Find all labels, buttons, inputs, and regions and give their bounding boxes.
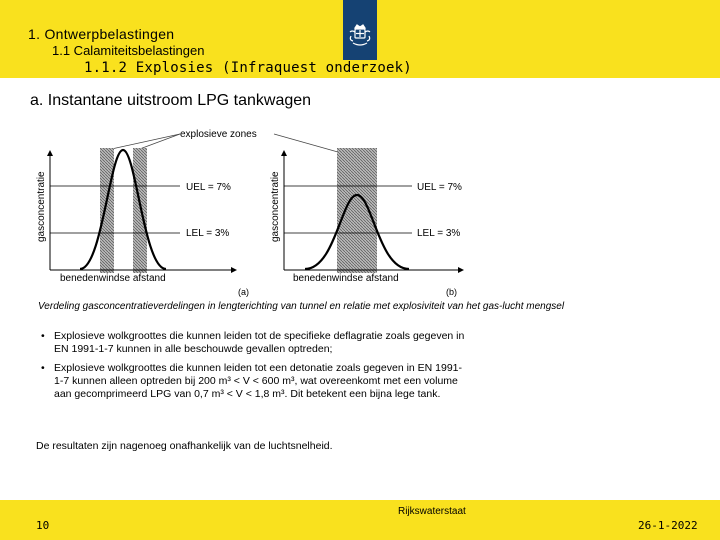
section-heading: 1. Ontwerpbelastingen (28, 26, 175, 42)
x-axis-arrow (231, 267, 237, 273)
lel-label: LEL = 3% (186, 228, 230, 239)
panel-b (270, 148, 464, 297)
y-axis-label: gasconcentratie (36, 171, 47, 242)
bullet-item: • Explosieve wolkgroottes die kunnen leiden tot een detonatie zoals gegeven in EN 1991-1-7 kunnen alleen optreden bij 200 m³ < V < 600 m³, wat overeenkomt met een volume aan gecomprimeerd LPG van 0,7 m³ < V < 1,8 m³. Dit betekent een bijna lege tank. (38, 362, 468, 401)
uel-label: UEL = 7% (186, 182, 231, 193)
panel-tag: (a) (238, 287, 249, 297)
y-axis-arrow (281, 150, 287, 156)
subsection-heading: 1.1 Calamiteitsbelastingen (52, 43, 205, 58)
subsubsection-heading: 1.1.2 Explosies (Infraquest onderzoek) (84, 60, 412, 76)
explosive-zone-band (337, 148, 377, 273)
bullet-item: • Explosieve wolkgroottes die kunnen leiden tot de specifieke deflagratie zoals gegeven in EN 1991-1-7 kunnen in alle beschouwde gevallen optreden; (38, 330, 468, 356)
explosive-zone-band (100, 148, 114, 273)
footer-bar (0, 500, 720, 540)
slide-date: 26-1-2022 (638, 519, 698, 532)
y-axis-label: gasconcentratie (270, 171, 281, 242)
y-axis-arrow (47, 150, 53, 156)
pointer-line (274, 134, 345, 154)
concentration-curve (80, 150, 166, 269)
figure-caption: Verdeling gasconcentratieverdelingen in lengterichting van tunnel en relatie met explosiviteit van het gas-lucht mengsel (38, 301, 565, 312)
x-axis-arrow (458, 267, 464, 273)
explosive-zone-band (133, 148, 147, 273)
zones-label: explosieve zones (180, 129, 257, 140)
bullet-list (38, 330, 468, 407)
uel-label: UEL = 7% (417, 182, 462, 193)
slide-title: a. Instantane uitstroom LPG tankwagen (30, 92, 312, 109)
panel-a (36, 148, 249, 297)
gas-concentration-figure (30, 120, 490, 300)
crown-crest-icon (347, 22, 373, 48)
panel-tag: (b) (446, 287, 457, 297)
organization-name: Rijkswaterstaat (398, 506, 466, 517)
note-text: De resultaten zijn nagenoeg onafhankelijk van de luchtsnelheid. (36, 440, 333, 452)
logo (343, 0, 377, 60)
page-number: 10 (36, 519, 50, 532)
x-axis-label: benedenwindse afstand (60, 273, 166, 284)
lel-label: LEL = 3% (417, 228, 461, 239)
x-axis-label: benedenwindse afstand (293, 273, 399, 284)
